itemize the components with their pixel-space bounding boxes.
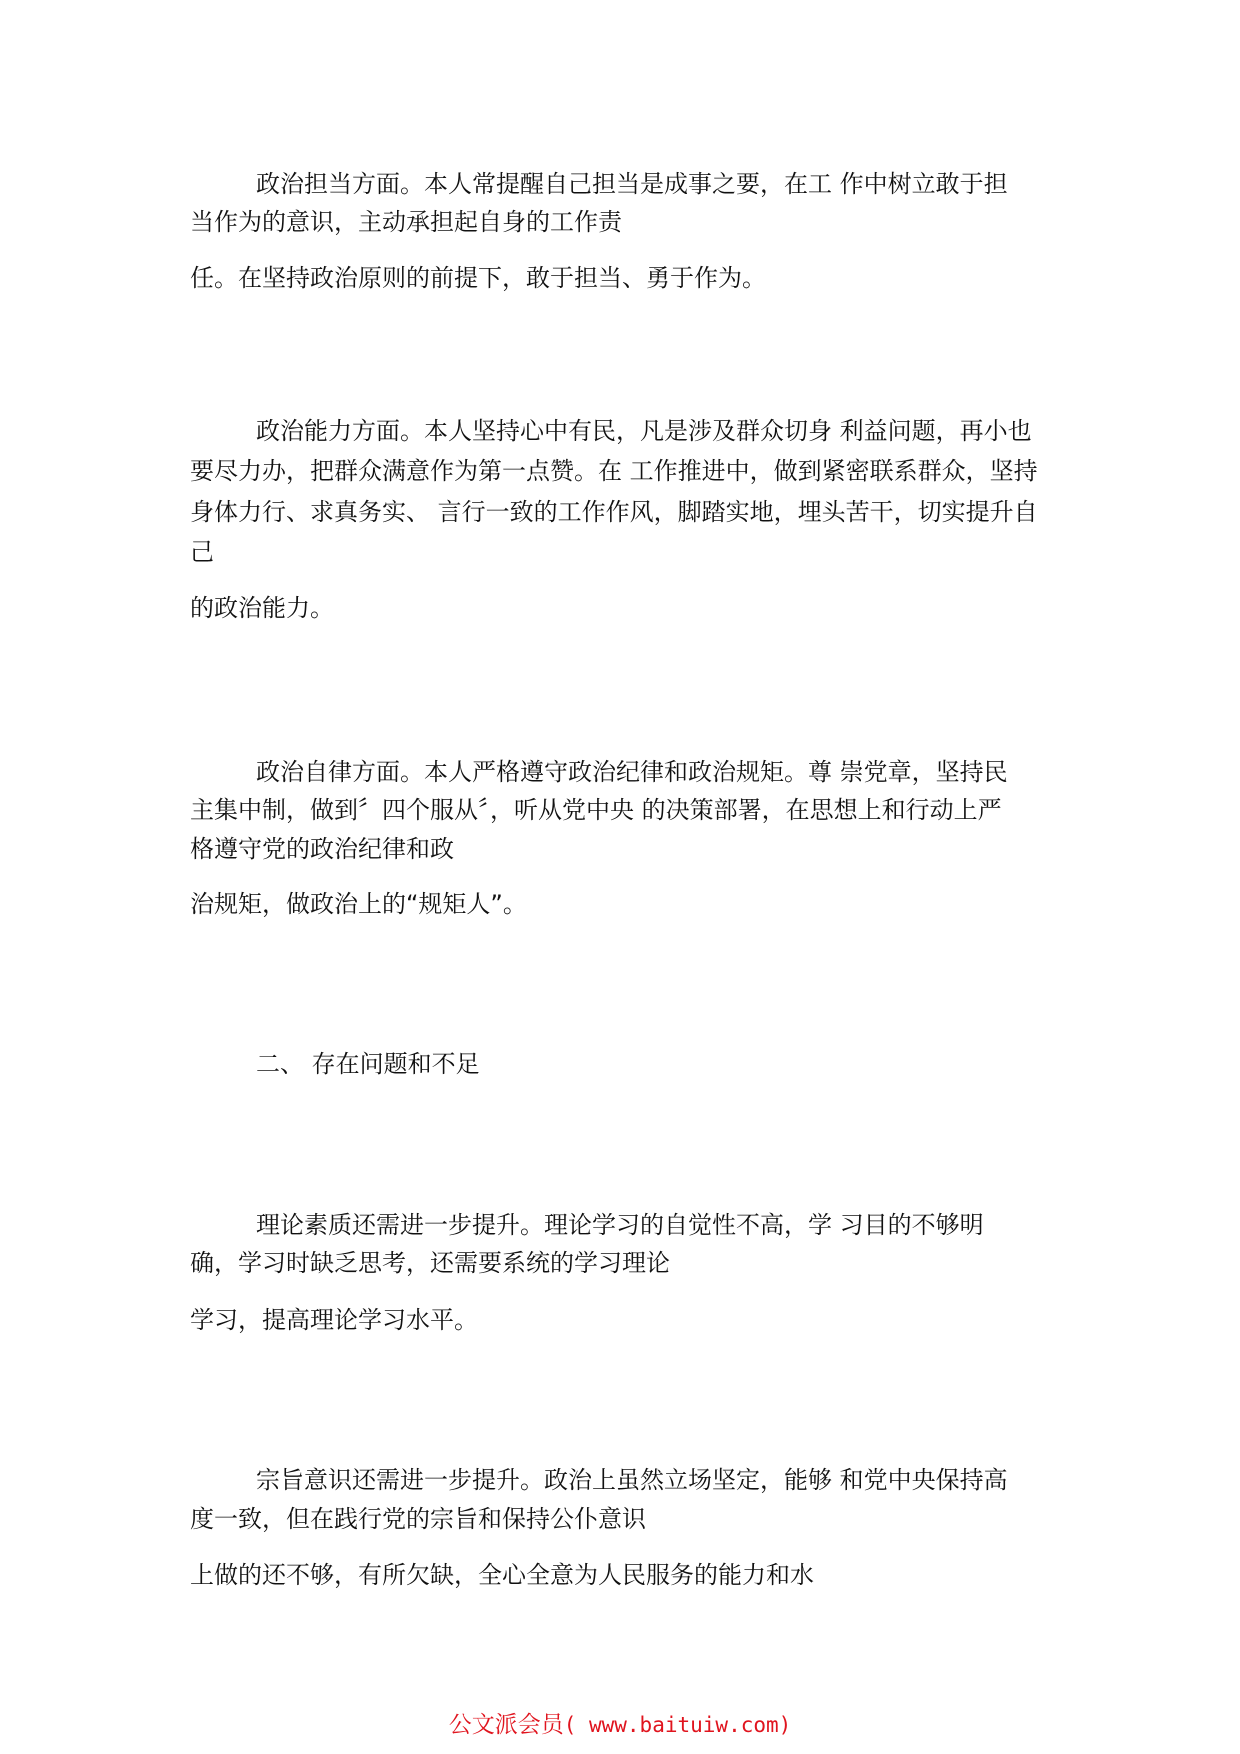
paragraph-2-line-3: 身体力行、求真务实、 言行一致的工作作风，脚踏实地，埋头苦干，切实提升自 [190,498,1038,526]
paragraph-4-line-3: 学习，提高理论学习水平。 [190,1306,478,1334]
paragraph-1-line-2: 当作为的意识，主动承担起自身的工作责 [190,208,622,236]
paragraph-1-line-3: 任。在坚持政治原则的前提下，敢于担当、勇于作为。 [190,264,766,292]
paragraph-5-line-3: 上做的还不够，有所欠缺，全心全意为人民服务的能力和水 [190,1561,814,1589]
footer-watermark [0,1706,1240,1739]
paragraph-2-line-4: 己 [190,538,214,566]
paragraph-3-line-3: 格遵守党的政治纪律和政 [190,835,454,863]
paragraph-5-line-1: 宗旨意识还需进一步提升。政治上虽然立场坚定，能够 和党中央保持高 [256,1466,1008,1494]
section-heading: 二、 存在问题和不足 [256,1050,480,1078]
paragraph-4-line-1: 理论素质还需进一步提升。理论学习的自觉性不高，学 习目的不够明 [256,1211,984,1239]
paragraph-3-line-4: 治规矩，做政治上的“规矩人”。 [190,890,527,918]
paragraph-2-line-5: 的政治能力。 [190,594,334,622]
paragraph-3-line-2: 主集中制，做到〞四个服从〞，听从党中央 的决策部署，在思想上和行动上严 [190,796,1002,824]
paragraph-2-line-2: 要尽力办，把群众满意作为第一点赞。在 工作推进中，做到紧密联系群众，坚持 [190,457,1038,485]
paragraph-1-line-1: 政治担当方面。本人常提醒自己担当是成事之要，在工 作中树立敢于担 [256,170,1008,198]
paragraph-4-line-2: 确，学习时缺乏思考，还需要系统的学习理论 [190,1249,670,1277]
paragraph-2-line-1: 政治能力方面。本人坚持心中有民，凡是涉及群众切身 利益问题，再小也 [256,417,1032,445]
footer-brand: 公文派会员 [448,1712,564,1738]
paragraph-5-line-2: 度一致，但在践行党的宗旨和保持公仆意识 [190,1505,646,1533]
footer-url: ( www.baituiw.com) [563,1713,792,1737]
paragraph-3-line-1: 政治自律方面。本人严格遵守政治纪律和政治规矩。尊 崇党章，坚持民 [256,758,1008,786]
